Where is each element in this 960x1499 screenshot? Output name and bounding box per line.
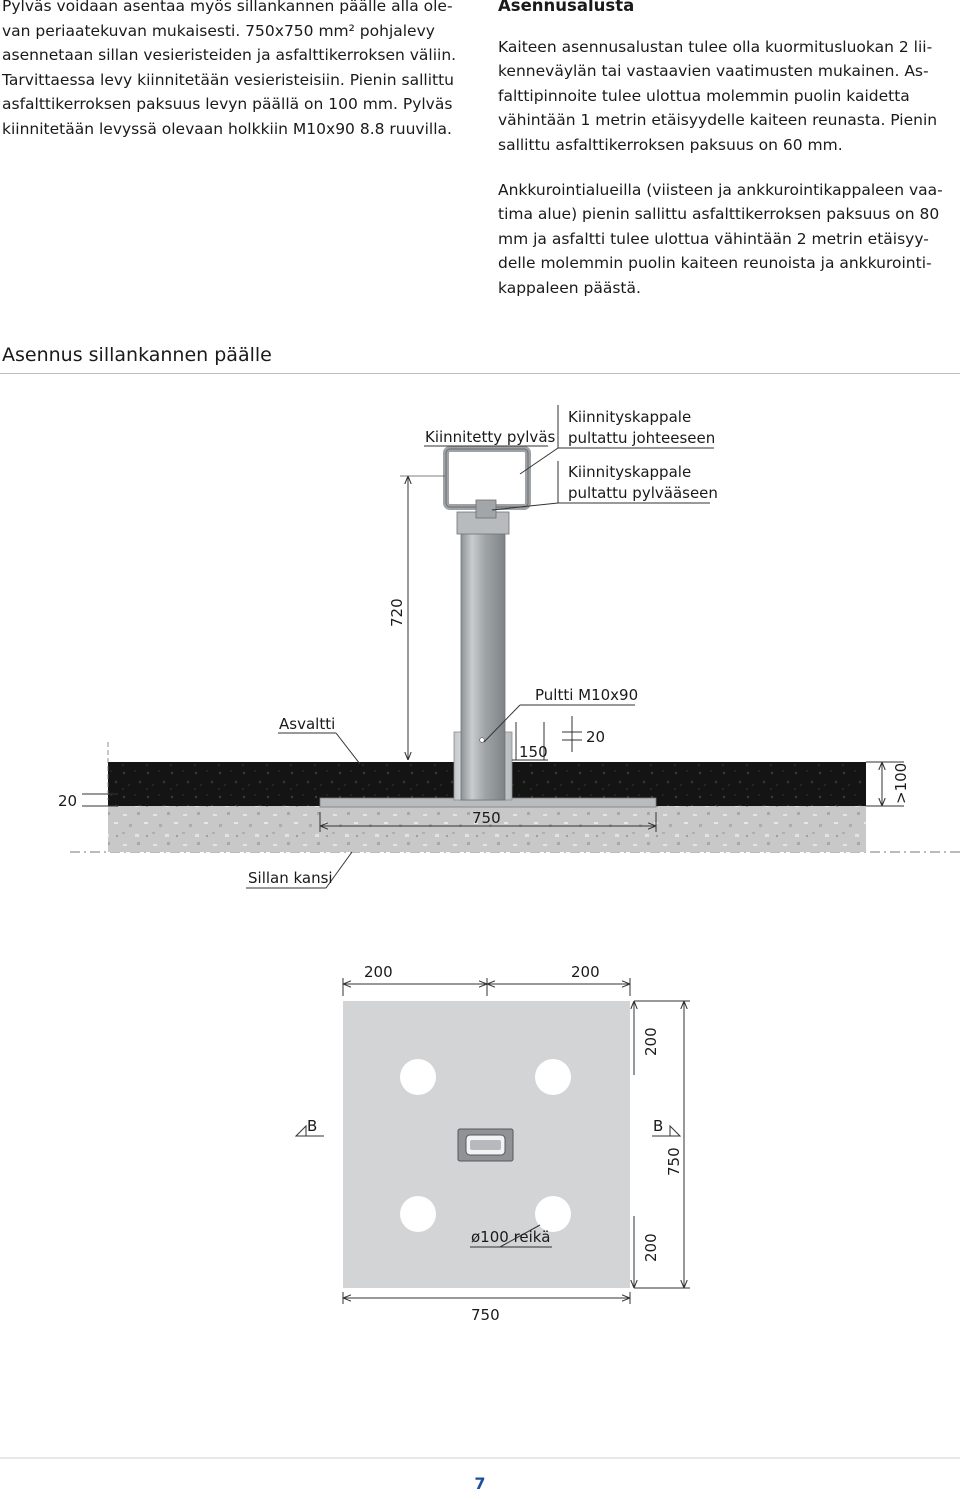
intro-line: Pylväs voidaan asentaa myös sillankannen päälle alla ole-: [2, 0, 453, 15]
section-mark-right: B: [653, 1117, 664, 1135]
intro-line: asennetaan sillan vesieristeiden ja asfalttikerroksen väliin.: [2, 46, 457, 65]
dim-20-left: 20: [58, 792, 78, 810]
dim-200-right-bottom: 200: [642, 1233, 660, 1262]
hole-top-right: [535, 1059, 571, 1095]
paragraph-line: falttipinnoite tulee ulottua molemmin puolin kaidetta: [498, 86, 910, 105]
paragraph-line: delle molemmin puolin kaiteen reunoista ja ankkurointi-: [498, 254, 932, 273]
label-clamp-post-2: pultattu pylvääseen: [568, 484, 718, 502]
rail-clamp: [446, 449, 528, 507]
hole-bottom-right: [535, 1196, 571, 1232]
dim-750-bottom: 750: [471, 1306, 500, 1324]
dim-200-top-left: 200: [364, 963, 393, 981]
paragraph-line: mm ja asfaltti tulee ulottua vähintään 2 metrin etäisyy-: [498, 229, 929, 248]
label-clamp-post-1: Kiinnityskappale: [568, 463, 692, 481]
figure-section-title: Asennus sillankannen päälle: [2, 344, 272, 366]
label-clamp-rail-1: Kiinnityskappale: [568, 408, 692, 426]
plan-view: [296, 963, 690, 1324]
post-tube: [461, 532, 505, 800]
paragraph-line: kenneväylän tai vastaavien vaatimusten mukainen. As-: [498, 62, 929, 81]
intro-line: van periaatekuvan mukaisesti. 750x750 mm² pohjalevy: [2, 21, 435, 40]
bolt-dot: [480, 738, 485, 743]
section-mark-left: B: [307, 1117, 318, 1135]
dim-150: 150: [519, 743, 548, 761]
hole-bottom-left: [400, 1196, 436, 1232]
label-post: Kiinnitetty pylväs: [425, 428, 556, 446]
dim-200-top-right: 200: [571, 963, 600, 981]
section-heading: Asennusalusta: [498, 0, 635, 15]
paragraph-line: sallittu asfalttikerroksen paksuus on 60 mm.: [498, 135, 843, 154]
paragraph-line: Ankkurointialueilla (viisteen ja ankkurointikappaleen vaa-: [498, 180, 943, 199]
label-deck: Sillan kansi: [248, 869, 333, 887]
page-number: 7: [474, 1474, 486, 1493]
elevation-view: [58, 405, 960, 888]
label-bolt: Pultti M10x90: [535, 686, 639, 704]
dim-750-elevation: 750: [472, 809, 501, 827]
dim-min-100: >100: [892, 762, 910, 804]
hole-top-left: [400, 1059, 436, 1095]
paragraph-line: vähintään 1 metrin etäisyydelle kaiteen reunasta. Pienin: [498, 111, 938, 130]
paragraph-line: tima alue) pienin sallittu asfalttikerroksen paksuus on 80: [498, 205, 940, 224]
intro-line: asfalttikerroksen paksuus levyn päällä on 100 mm. Pylväs: [2, 95, 453, 114]
label-clamp-rail-2: pultattu johteeseen: [568, 429, 716, 447]
intro-line: Tarvittaessa levy kiinnitetään vesieristeisiin. Pienin sallittu: [2, 70, 454, 89]
paragraph-line: kappaleen päästä.: [498, 278, 641, 297]
paragraph-line: Kaiteen asennusalustan tulee olla kuormitusluokan 2 lii-: [498, 37, 933, 56]
dim-height-720: 720: [388, 598, 406, 627]
dim-200-right-top: 200: [642, 1027, 660, 1056]
dim-750-right: 750: [665, 1147, 683, 1176]
label-asphalt: Asvaltti: [279, 715, 336, 733]
dim-20-right: 20: [586, 728, 606, 746]
label-hole: ø100 reikä: [471, 1228, 551, 1246]
post-clamp: [476, 500, 496, 518]
intro-line: kiinnitetään levyssä olevaan holkkiin M10x90 8.8 ruuvilla.: [2, 119, 452, 138]
